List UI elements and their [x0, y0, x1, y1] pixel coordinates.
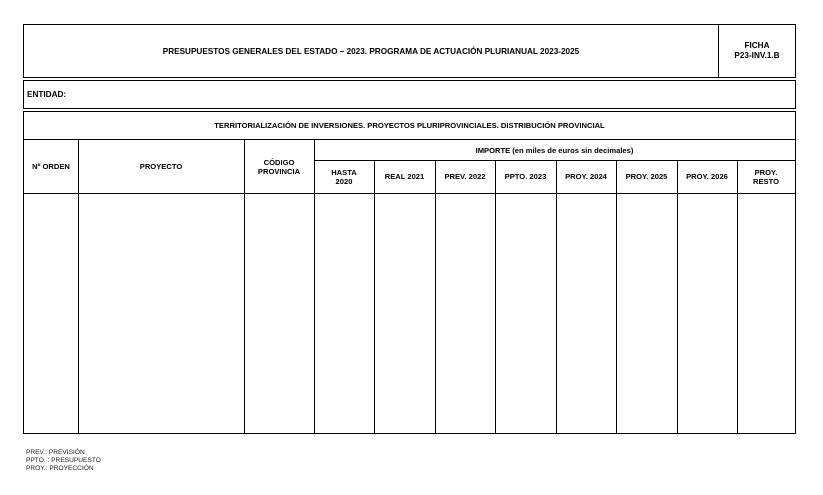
- col-header-proy-resto: [737, 160, 795, 193]
- investment-table: [23, 140, 796, 434]
- col-header-proy-2026: PROY. 2026: [686, 172, 728, 181]
- ficha-code: P23-INV.1.B: [734, 51, 780, 60]
- proy-resto-line-2: RESTO: [752, 176, 780, 186]
- col-header-prev-2022: PREV. 2022: [444, 172, 486, 181]
- col-header-proyecto: PROYECTO: [139, 162, 183, 171]
- col-divider: [556, 160, 557, 433]
- section-title: TERRITORIALIZACIÓN DE INVERSIONES. PROYECTOS PLURIPROVINCIALES. DISTRIBUCIÓN PROVINCIAL: [23, 111, 796, 140]
- col-header-ppto-2023: PPTO. 2023: [504, 172, 547, 181]
- legend-prev: PREV.: PREVISIÓN: [26, 449, 85, 456]
- document-header: [23, 24, 796, 78]
- hasta-line-1: HASTA: [331, 167, 357, 177]
- col-divider: [435, 160, 436, 433]
- header-bottom-line: [24, 193, 795, 194]
- col-divider: [374, 160, 375, 433]
- codigo-line-1: CÓDIGO: [263, 157, 295, 167]
- ficha-label: FICHA: [744, 41, 770, 50]
- col-divider: [495, 160, 496, 433]
- entidad-label: ENTIDAD:: [27, 90, 67, 99]
- legend: [26, 449, 101, 473]
- col-divider: [737, 160, 738, 433]
- legend-proy: PROY.: PROYECCIÓN: [26, 465, 94, 472]
- col-divider: [677, 160, 678, 433]
- codigo-line-2: PROVINCIA: [257, 166, 301, 176]
- proy-resto-line-1: PROY.: [754, 167, 778, 177]
- document-title: PRESUPUESTOS GENERALES DEL ESTADO – 2023. PROGRAMA DE ACTUACIÓN PLURIANUAL 2023-2025: [162, 46, 580, 56]
- col-header-proy-2025: PROY. 2025: [625, 172, 668, 181]
- col-header-proy-2024: PROY. 2024: [565, 172, 607, 181]
- col-header-hasta-2020: [314, 160, 374, 193]
- ficha-box: [718, 25, 795, 77]
- hasta-line-2: 2020: [335, 176, 353, 186]
- entidad-row: [23, 80, 796, 109]
- col-divider: [616, 160, 617, 433]
- col-header-orden: Nº ORDEN: [32, 162, 70, 171]
- col-header-codigo-provincia: [244, 140, 314, 193]
- legend-ppto: PPTO. : PRESUPUESTO: [26, 457, 101, 464]
- col-header-real-2021: REAL 2021: [384, 172, 425, 181]
- importe-header: IMPORTE (en miles de euros sin decimales): [475, 145, 634, 155]
